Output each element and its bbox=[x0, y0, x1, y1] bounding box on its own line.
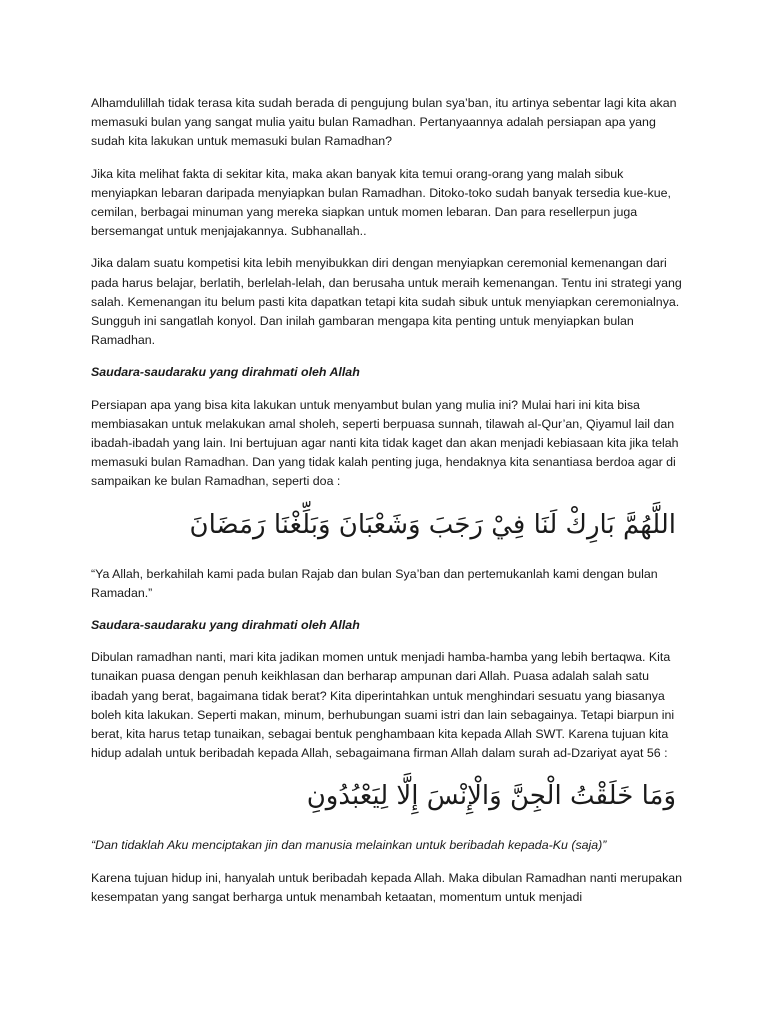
section-heading-1: Saudara-saudaraku yang dirahmati oleh Allah bbox=[91, 365, 360, 380]
paragraph-persiapan: Persiapan apa yang bisa kita lakukan untuk menyambut bulan yang mulia ini? Mulai hari ini kita bisa membiasakan untuk melakukan amal sholeh, seperti berpuasa sunnah, tilawah al-Qur’an, Qiyamul lail dan ibadah-ibadah yang lain. Ini bertujuan agar nanti kita tidak kaget dan akan menjadi kebiasaan kita jika telah memasuki bulan Ramadhan. Dan yang tidak kalah penting juga, hendaknya kita senantiasa berdoa agar di sampaikan ke bulan Ramadhan, seperti doa : bbox=[91, 397, 679, 489]
doa-translation: “Ya Allah, berkahilah kami pada bulan Rajab dan bulan Sya’ban dan pertemukanlah kami dengan bulan Ramadan.” bbox=[91, 566, 658, 600]
paragraph-fakta: Jika kita melihat fakta di sekitar kita, maka akan banyak kita temui orang-orang yang malah sibuk menyiapkan lebaran daripada menyiapkan bulan Ramadhan. Ditoko-toko sudah banyak tersedia kue-kue, cemilan, berbagai minuman yang mereka siapkan untuk momen lebaran. Dan para resellerpun juga bersemangat untuk menjajakannya. Subhanallah.. bbox=[91, 166, 671, 239]
arabic-doa: اللَّهُمَّ بَارِكْ لَنَا فِيْ رَجَبَ وَشَعْبَانَ وَبَلِّغْنَا رَمَضَانَ bbox=[189, 509, 676, 540]
section-heading-2: Saudara-saudaraku yang dirahmati oleh Allah bbox=[91, 618, 360, 633]
document-page bbox=[91, 94, 686, 920]
paragraph-kompetisi: Jika dalam suatu kompetisi kita lebih menyibukkan diri dengan menyiapkan ceremonial kemenangan dari pada harus belajar, berlatih, berlelah-lelah, dan berusaha untuk meraih kemenangan. Tentu ini strategi yang salah. Kemenangan itu belum pasti kita dapatkan tetapi kita sudah sibuk untuk menyiapkan ceremonialnya. Sungguh ini sangatlah konyol. Dan inilah gambaran mengapa kita penting untuk menyiapkan bulan Ramadhan. bbox=[91, 256, 682, 348]
ayat-translation: “Dan tidaklah Aku menciptakan jin dan manusia melainkan untuk beribadah kepada-Ku (saja)” bbox=[91, 838, 607, 853]
arabic-ayat: وَمَا خَلَقْتُ الْجِنَّ وَالْإِنْسَ إِلَّا لِيَعْبُدُونِ bbox=[306, 781, 676, 812]
paragraph-ramadhan: Dibulan ramadhan nanti, mari kita jadikan momen untuk menjadi hamba-hamba yang lebih bertaqwa. Kita tunaikan puasa dengan penuh keikhlasan dan berharap ampunan dari Allah. Puasa adalah salah satu ibadah yang berat, bagaimana tidak berat? Kita diperintahkan untuk menghindari sesuatu yang biasanya boleh kita lakukan. Seperti makan, minum, berhubungan suami istri dan lain sebagainya. Tetapi biarpun ini berat, kita harus tetap tunaikan, sebagai bentuk penghambaan kita kepada Allah SWT. Karena tujuan kita hidup adalah untuk beribadah kepada Allah, sebagaimana firman Allah dalam surah ad-Dzariyat ayat 56 : bbox=[91, 650, 675, 761]
paragraph-tujuan: Karena tujuan hidup ini, hanyalah untuk beribadah kepada Allah. Maka dibulan Ramadhan nanti merupakan kesempatan yang sangat berharga untuk menambah ketaatan, momentum untuk menjadi bbox=[91, 870, 683, 904]
paragraph-intro: Alhamdulillah tidak terasa kita sudah berada di pengujung bulan sya’ban, itu artinya sebentar lagi kita akan memasuki bulan yang sangat mulia yaitu bulan Ramadhan. Pertanyaannya adalah persiapan apa yang sudah kita lakukan untuk memasuki bulan Ramadhan? bbox=[91, 96, 677, 149]
